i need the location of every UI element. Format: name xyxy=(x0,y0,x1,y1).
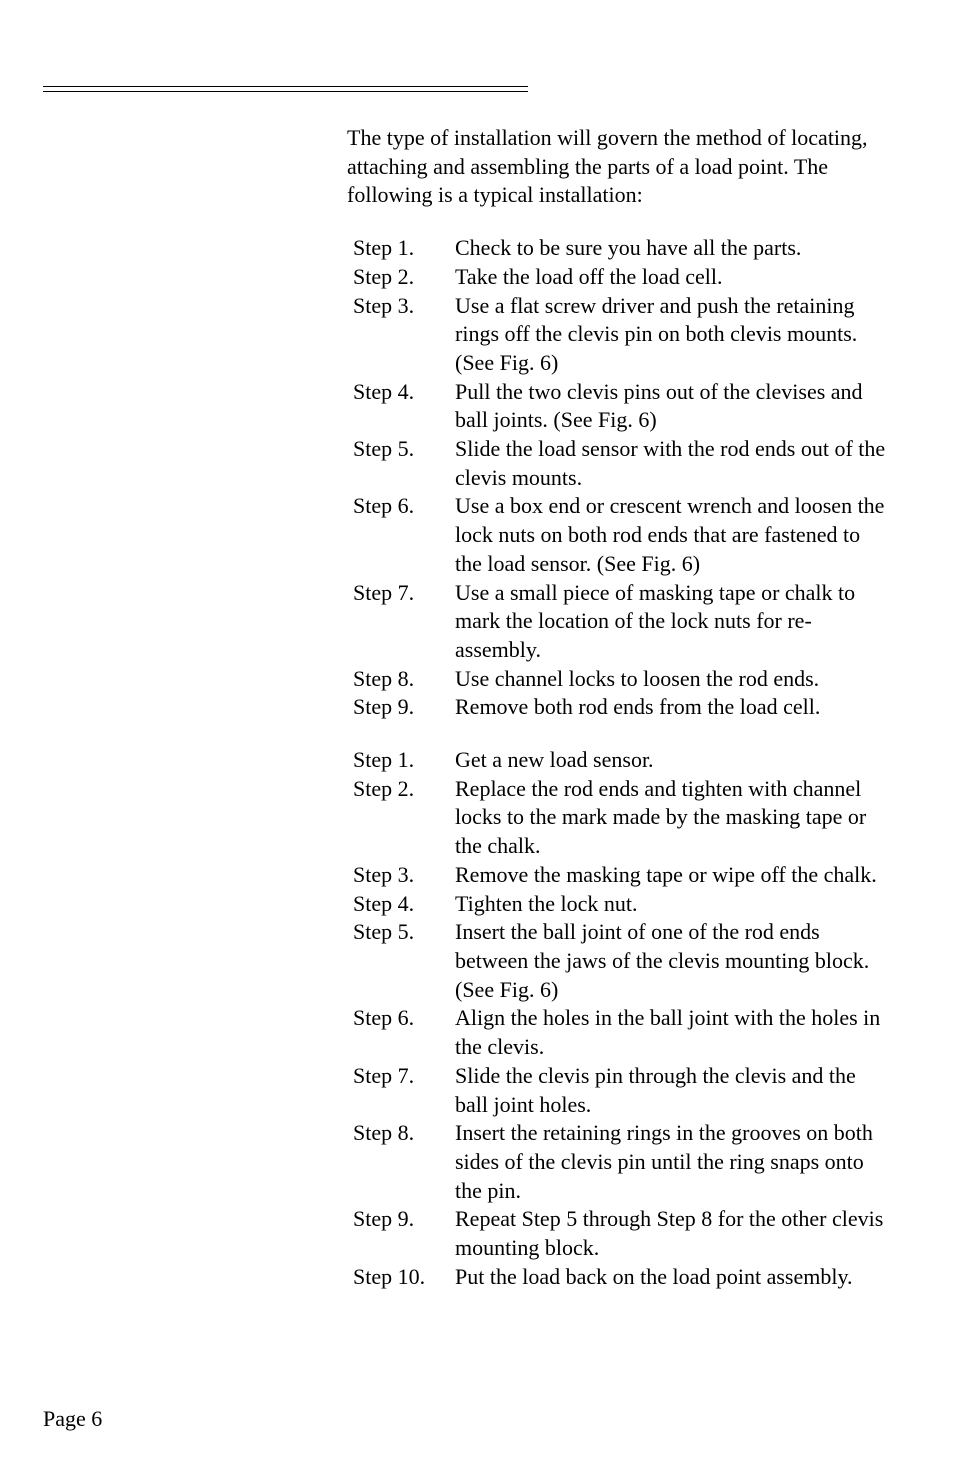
step-text: Remove the masking tape or wipe off the chalk. xyxy=(455,861,877,887)
step-text: Repeat Step 5 through Step 8 for the other clevis mounting block. xyxy=(455,1206,884,1261)
step-item xyxy=(347,292,887,378)
step-text: Tighten the lock nut. xyxy=(455,890,638,916)
step-label: Step 7. xyxy=(353,579,415,605)
step-text: Take the load off the load cell. xyxy=(455,263,723,289)
header-rule-top xyxy=(43,86,528,87)
step-item xyxy=(347,263,887,292)
step-item xyxy=(347,435,887,492)
step-label: Step 3. xyxy=(353,292,415,318)
main-content xyxy=(347,124,887,1315)
step-label: Step 4. xyxy=(353,378,415,404)
step-item xyxy=(347,775,887,861)
step-item xyxy=(347,665,887,694)
step-label: Step 10. xyxy=(353,1263,426,1289)
step-text: Slide the load sensor with the rod ends out of the clevis mounts. xyxy=(455,436,886,490)
step-item xyxy=(347,693,887,722)
step-item xyxy=(347,1119,887,1205)
step-label: Step 2. xyxy=(353,775,415,801)
step-text: Check to be sure you have all the parts. xyxy=(455,235,802,261)
step-text: Use a small piece of masking tape or chalk to mark the location of the lock nuts for re-assembly. xyxy=(455,579,856,662)
step-label: Step 1. xyxy=(353,747,415,773)
install-steps-list xyxy=(347,746,887,1291)
step-label: Step 9. xyxy=(353,694,415,720)
step-text: Slide the clevis pin through the clevis and the ball joint holes. xyxy=(455,1062,856,1117)
page-number: Page 6 xyxy=(43,1406,103,1431)
step-text: Insert the ball joint of one of the rod ends between the jaws of the clevis mounting block. (See Fig. 6) xyxy=(455,919,870,1002)
step-label: Step 3. xyxy=(353,861,415,887)
step-text: Align the holes in the ball joint with the holes in the clevis. xyxy=(455,1005,881,1060)
step-label: Step 8. xyxy=(353,665,415,691)
step-label: Step 6. xyxy=(353,493,415,519)
step-label: Step 1. xyxy=(353,235,415,261)
step-text: Use a box end or crescent wrench and loosen the lock nuts on both rod ends that are fastened to the load sensor. (See Fig. 6) xyxy=(455,493,885,576)
step-item xyxy=(347,1004,887,1061)
step-item xyxy=(347,746,887,775)
step-item xyxy=(347,1062,887,1119)
step-label: Step 7. xyxy=(353,1062,415,1088)
step-label: Step 5. xyxy=(353,436,415,462)
step-text: Pull the two clevis pins out of the clevises and ball joints. (See Fig. 6) xyxy=(455,378,863,433)
step-text: Use channel locks to loosen the rod ends. xyxy=(455,665,820,691)
step-label: Step 4. xyxy=(353,890,415,916)
step-item xyxy=(347,492,887,578)
step-text: Put the load back on the load point assembly. xyxy=(455,1263,853,1289)
step-item xyxy=(347,918,887,1004)
step-item xyxy=(347,890,887,919)
step-text: Remove both rod ends from the load cell. xyxy=(455,694,821,720)
step-item xyxy=(347,861,887,890)
step-text: Insert the retaining rings in the grooves on both sides of the clevis pin until the ring snaps onto the pin. xyxy=(455,1120,873,1203)
step-label: Step 9. xyxy=(353,1206,415,1232)
step-item xyxy=(347,234,887,263)
step-label: Step 5. xyxy=(353,919,415,945)
step-item xyxy=(347,378,887,435)
step-label: Step 6. xyxy=(353,1005,415,1031)
step-label: Step 2. xyxy=(353,263,415,289)
step-item xyxy=(347,579,887,665)
header-rule-bottom xyxy=(43,91,528,92)
step-item xyxy=(347,1263,887,1292)
step-item xyxy=(347,1205,887,1262)
step-text: Use a flat screw driver and push the retaining rings off the clevis pin on both clevis mounts. (See Fig. 6) xyxy=(455,292,858,375)
step-label: Step 8. xyxy=(353,1120,415,1146)
step-text: Replace the rod ends and tighten with channel locks to the mark made by the masking tape or the chalk. xyxy=(455,775,867,859)
intro-paragraph: The type of installation will govern the method of locating, attaching and assembling the parts of a load point. The following is a typical installation: xyxy=(347,125,868,208)
step-text: Get a new load sensor. xyxy=(455,747,654,773)
removal-steps-list xyxy=(347,234,887,722)
